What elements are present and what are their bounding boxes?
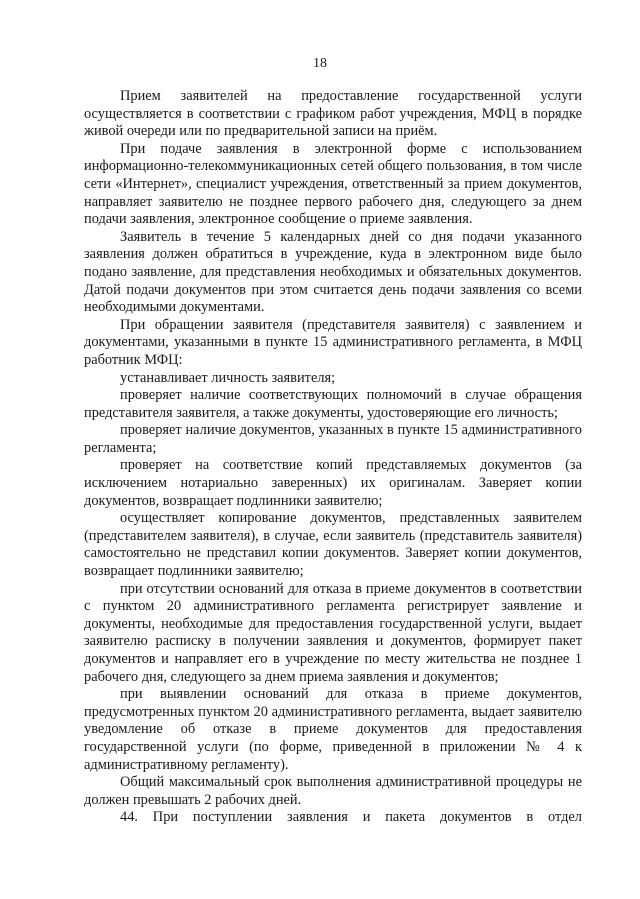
page-number: 18 xyxy=(313,56,327,71)
list-item-registration: при отсутствии оснований для отказа в приеме документов в соответствии с пунктом 20 административного регламента регистрирует заявление и документы, необходимые для предоставления государственной услуги, выдает заявителю расписку в получении заявления и документов, формирует пакет документов и направляет его в учреждение по месту жительства не позднее 1 рабочего дня, следующего за днем приема заявления и документов; xyxy=(84,580,582,685)
list-item-copying: осуществляет копирование документов, представленных заявителем (представителем заявителя), в случае, если заявитель (представитель заявителя) самостоятельно не представил копии документов. Заверяет копии документов, возвращает подлинники заявителю; xyxy=(84,510,582,580)
list-item-authority: проверяет наличие соответствующих полномочий в случае обращения представителя заявителя, а также документы, удостоверяющие его личность; xyxy=(84,387,582,421)
list-item-identity: устанавливает личность заявителя; xyxy=(120,369,336,386)
list-item-copies-verify: проверяет на соответствие копий представляемых документов (за исключением нотариально заверенных) их оригиналам. Заверяет копии документов, возвращает подлинники заявителю; xyxy=(84,457,582,509)
list-item-documents-check: проверяет наличие документов, указанных в пункте 15 административного регламента; xyxy=(84,422,582,456)
paragraph-section-44: 44. При поступлении заявления и пакета документов в отдел xyxy=(120,809,582,826)
paragraph-max-term: Общий максимальный срок выполнения административной процедуры не должен превышать 2 рабочих дней. xyxy=(84,774,582,808)
paragraph-five-days: Заявитель в течение 5 календарных дней со дня подачи указанного заявления должен обратиться в учреждение, куда в электронном виде было подано заявление, для представления необходимых и обязательных документов. Датой подачи документов при этом считается день подачи заявления со всеми необходимыми документами. xyxy=(84,228,582,316)
paragraph-reception: Прием заявителей на предоставление государственной услуги осуществляется в соответствии с графиком работ учреждения, МФЦ в порядке живой очереди или по предварительной записи на приём. xyxy=(84,88,582,140)
document-body xyxy=(84,88,582,827)
paragraph-electronic-submission: При подаче заявления в электронной форме с использованием информационно-телекоммуникационных сетей общего пользования, в том числе сети «Интернет», специалист учреждения, ответственный за прием документов, направляет заявителю не позднее первого рабочего дня, следующего за днем подачи заявления, электронное сообщение о приеме заявления. xyxy=(84,140,582,228)
list-item-refusal: при выявлении оснований для отказа в приеме документов, предусмотренных пунктом 20 административного регламента, выдает заявителю уведомление об отказе в приеме документов для предоставления государственной услуги (по форме, приведенной в приложении № 4 к административному регламенту). xyxy=(84,686,582,773)
paragraph-mfc-worker: При обращении заявителя (представителя заявителя) с заявлением и документами, указанными в пункте 15 административного регламента, в МФЦ работник МФЦ: xyxy=(84,316,582,368)
